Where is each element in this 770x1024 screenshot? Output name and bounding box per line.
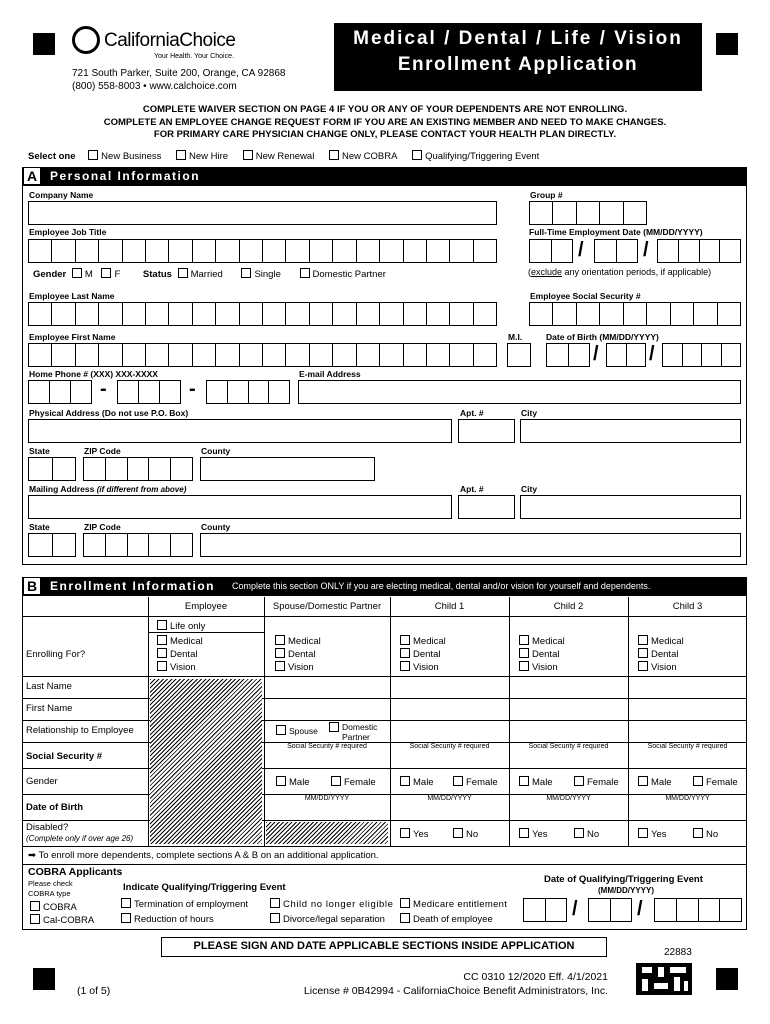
checkbox[interactable] [157,635,167,645]
registration-mark-bottom-left [33,968,55,990]
single-label: Single [254,269,281,280]
date-separator: / [643,239,649,261]
date-format-note: MM/DD/YYYY [304,795,350,802]
cobra-title: COBRA Applicants [28,866,123,878]
zip-label: ZIP Code [84,522,121,532]
state-label: State [29,522,50,532]
checkbox[interactable] [276,776,286,786]
option-new-renewal[interactable]: New Renewal [243,151,315,162]
single-checkbox[interactable] [241,268,251,278]
title-line-1: Medical / Dental / Life / Vision [353,28,683,49]
form-code: 22883 [664,947,692,958]
child3-medical[interactable]: Medical [638,635,684,647]
phone-separator: - [100,378,107,400]
spouse-vision[interactable]: Vision [275,661,314,673]
child1-dental[interactable]: Dental [400,648,440,660]
cobra-option-cobra[interactable]: COBRA [30,901,77,913]
company-name-label: Company Name [29,190,94,200]
qual-termination[interactable]: Termination of employment [121,898,248,910]
notices [20,104,750,142]
fulltime-year-field[interactable] [657,239,741,263]
checkbox[interactable] [412,150,422,160]
checkbox[interactable] [519,776,529,786]
select-one-label: Select one [28,151,76,162]
qual-reduction-hours[interactable]: Reduction of hours [121,913,214,925]
ssn-required-note: Social Security # required [647,743,728,750]
checkbox[interactable] [638,648,648,658]
qual-date-label: Date of Qualifying/Triggering Event [544,874,703,885]
ssn-required-note: Social Security # required [528,743,609,750]
registration-mark-top-right [716,33,738,55]
option-new-business[interactable]: New Business [88,151,161,162]
title-line-2: Enrollment Application [397,54,639,75]
date-separator: / [593,343,599,365]
child2-female[interactable]: Female [574,776,619,788]
checkbox[interactable] [329,722,339,732]
checkbox[interactable] [638,661,648,671]
child3-female[interactable]: Female [693,776,738,788]
section-b-letter: B [24,578,40,594]
checkbox[interactable] [157,661,167,671]
job-title-field[interactable] [28,239,497,263]
ssn-field[interactable] [529,302,741,326]
child3-vision[interactable]: Vision [638,661,677,673]
section-a-title: Personal Information [50,169,201,183]
qual-medicare[interactable]: Medicare entitlement [400,898,507,910]
fulltime-day-field[interactable] [594,239,638,263]
first-name-field[interactable] [28,343,497,367]
mailing-address-note: (if different from above) [96,485,187,494]
registration-mark-top-left [33,33,55,55]
county-label: County [201,522,231,532]
spouse-relationship-domestic[interactable]: Domestic Partner [329,722,382,742]
fulltime-date-label: Full-Time Employment Date (MM/DD/YYYY) [529,227,703,237]
employee-dental[interactable]: Dental [157,648,197,660]
logo-brand: CaliforniaChoice [104,30,236,51]
date-separator: / [578,239,584,261]
apt-field[interactable] [458,419,515,443]
notice-waiver: COMPLETE WAIVER SECTION ON PAGE 4 IF YOU OR ANY OF YOUR DEPENDENTS ARE NOT ENROLLING. [142,104,628,115]
child1-male[interactable]: Male [400,776,434,788]
gender-m-checkbox[interactable] [72,268,82,278]
logo-tagline: Your Health. Your Choice. [154,53,234,60]
checkbox[interactable] [176,150,186,160]
dob-label: Date of Birth (MM/DD/YYYY) [546,332,659,342]
row-disabled-note: (Complete only if over age 26) [26,834,134,843]
spouse-male[interactable]: Male [276,776,310,788]
notice-change: COMPLETE AN EMPLOYEE CHANGE REQUEST FORM IF YOU ARE AN EXISTING MEMBER AND NEED TO MAKE CHANGES. [103,116,667,128]
child2-male[interactable]: Male [519,776,553,788]
home-phone-label: Home Phone # (XXX) XXX-XXXX [29,369,158,379]
license-info: License # 0B42994 - CaliforniaChoice Benefit Administrators, Inc. [303,985,608,997]
checkbox[interactable] [453,828,463,838]
checkbox[interactable] [270,898,280,908]
col-spouse: Spouse/Domestic Partner [272,601,382,612]
company-contact: (800) 558-8003 • www.calchoice.com [72,81,237,92]
date-format-note: MM/DD/YYYY [427,795,472,802]
gender-label: Gender [33,269,67,280]
ssn-label: Employee Social Security # [530,291,641,301]
fulltime-month-field[interactable] [529,239,573,263]
group-field[interactable] [529,201,647,225]
logo-mark-icon [72,26,100,54]
checkbox[interactable] [693,776,703,786]
zip-field[interactable] [83,457,193,481]
title-banner [334,23,702,91]
mailing-apt-field[interactable] [458,495,515,519]
last-name-label: Employee Last Name [29,291,115,301]
fulltime-note: (exclude any orientation periods, if applicable) [528,267,712,277]
checkbox[interactable] [30,914,40,924]
checkbox[interactable] [243,150,253,160]
married-checkbox[interactable] [178,268,188,278]
checkbox[interactable] [400,661,410,671]
qualifying-event-title: Indicate Qualifying/Triggering Event [123,882,286,893]
checkbox[interactable] [88,150,98,160]
checkbox[interactable] [693,828,703,838]
first-name-label: Employee First Name [29,332,116,342]
row-dob: Date of Birth [26,802,83,813]
checkbox[interactable] [400,828,410,838]
section-b-header [22,577,747,596]
state-label: State [29,446,50,456]
col-child-1: Child 1 [434,601,465,612]
checkbox[interactable] [638,828,648,838]
section-b-title: Enrollment Information [50,579,215,593]
form-version: CC 0310 12/2020 Eff. 4/1/2021 [463,971,608,983]
gender-m-label: M [84,269,93,280]
checkbox[interactable] [519,635,529,645]
domestic-checkbox[interactable] [300,268,310,278]
checkbox[interactable] [275,648,285,658]
city-field[interactable] [520,419,741,443]
child2-medical[interactable]: Medical [519,635,565,647]
child1-medical[interactable]: Medical [400,635,446,647]
apt-label: Apt. # [460,484,484,494]
checkbox[interactable] [638,776,648,786]
spouse-hatched-area [266,822,388,844]
checkbox[interactable] [574,828,584,838]
checkbox[interactable] [638,635,648,645]
spouse-relationship-spouse[interactable]: Spouse [276,725,318,736]
employee-life-only[interactable]: Life only [157,620,205,632]
gender-f-checkbox[interactable] [101,268,111,278]
option-new-cobra[interactable]: New COBRA [329,151,397,162]
mailing-city-field[interactable] [520,495,741,519]
cobra-please-check: Please check [28,879,73,888]
checkbox[interactable] [400,913,410,923]
row-enrolling: Enrolling For? [26,649,86,660]
checkbox[interactable] [400,648,410,658]
col-employee: Employee [184,601,228,612]
row-first-name: First Name [26,703,73,714]
date-separator: / [572,898,578,920]
checkbox[interactable] [30,901,40,911]
checkbox[interactable] [121,898,131,908]
ssn-required-note: Social Security # required [409,743,490,750]
checkbox[interactable] [329,150,339,160]
mailing-state-field[interactable] [28,533,76,557]
child3-disabled-no[interactable]: No [693,828,718,840]
row-disabled: Disabled? [26,822,69,833]
option-new-hire[interactable]: New Hire [176,151,228,162]
child3-dental[interactable]: Dental [638,648,678,660]
barcode-icon [636,963,692,995]
dob-year-field[interactable] [662,343,741,367]
page-indicator: (1 of 5) [77,985,111,997]
child3-disabled-yes[interactable]: Yes [638,828,667,840]
notice-pcp: FOR PRIMARY CARE PHYSICIAN CHANGE ONLY, PLEASE CONTACT YOUR HEALTH PLAN DIRECTLY. [153,129,617,140]
option-qualifying-event[interactable]: Qualifying/Triggering Event [412,151,539,162]
section-a-letter: A [24,168,40,184]
row-gender: Gender [26,776,58,787]
spouse-female[interactable]: Female [331,776,376,788]
city-label: City [521,484,538,494]
checkbox[interactable] [331,776,341,786]
checkbox[interactable] [574,776,584,786]
child1-disabled-no[interactable]: No [453,828,478,840]
row-last-name: Last Name [26,681,72,692]
section-a-header [22,167,747,186]
checkbox[interactable] [400,898,410,908]
checkbox[interactable] [157,648,167,658]
checkbox[interactable] [275,635,285,645]
cobra-option-cal-cobra[interactable]: Cal-COBRA [30,914,94,926]
mailing-zip-field[interactable] [83,533,193,557]
city-label: City [521,408,538,418]
qual-day-field[interactable] [588,898,632,922]
qual-date-format: (MM/DD/YYYY) [598,886,654,895]
employee-vision[interactable]: Vision [157,661,196,673]
logo [72,26,272,66]
more-dependents-note: ➡ To enroll more dependents, complete sections A & B on an additional application. [28,850,379,861]
qual-year-field[interactable] [654,898,742,922]
job-title-label: Employee Job Title [29,227,107,237]
domestic-label: Domestic Partner [312,269,386,280]
spouse-medical[interactable]: Medical [275,635,321,647]
checkbox[interactable] [519,648,529,658]
dob-day-field[interactable] [606,343,646,367]
section-b-subtitle: Complete this section ONLY if you are electing medical, dental and/or vision for yourself and dependents. [232,581,651,591]
checkbox[interactable] [453,776,463,786]
checkbox[interactable] [276,725,286,735]
spouse-dental[interactable]: Dental [275,648,315,660]
last-name-field[interactable] [28,302,497,326]
mailing-county-field[interactable] [200,533,741,557]
col-child-2: Child 2 [553,601,584,612]
checkbox[interactable] [270,913,280,923]
row-ssn: Social Security # [26,751,103,762]
checkbox[interactable] [519,828,529,838]
qual-month-field[interactable] [523,898,567,922]
gender-row [33,268,386,280]
checkbox[interactable] [157,620,167,630]
county-label: County [201,446,231,456]
child1-vision[interactable]: Vision [400,661,439,673]
married-label: Married [190,269,223,280]
mi-label: M.I. [508,332,523,342]
physical-address-field[interactable] [28,419,452,443]
checkbox[interactable] [400,635,410,645]
mailing-address-label: Mailing Address (if different from above) [29,484,187,494]
zip-label: ZIP Code [84,446,121,456]
employee-hatched-area [150,679,262,844]
column-headers [148,598,747,616]
row-relationship: Relationship to Employee [26,725,134,736]
checkbox[interactable] [519,661,529,671]
child2-vision[interactable]: Vision [519,661,558,673]
county-field[interactable] [200,457,375,481]
child2-dental[interactable]: Dental [519,648,559,660]
email-label: E-mail Address [299,369,361,379]
company-name-field[interactable] [28,201,497,225]
phone-prefix-field[interactable] [117,380,181,404]
qual-divorce[interactable]: Divorce/legal separation [270,913,385,925]
registration-mark-bottom-right [716,968,738,990]
qual-child-ineligible[interactable]: Child no longer eligible [270,898,394,910]
select-one-row [28,150,539,162]
status-label: Status [142,269,172,280]
checkbox[interactable] [400,776,410,786]
sign-notice: PLEASE SIGN AND DATE APPLICABLE SECTIONS INSIDE APPLICATION [161,937,607,957]
cobra-type-label: COBRA type [28,889,71,898]
date-separator: / [637,898,643,920]
ssn-required-note: Social Security # required [287,743,367,750]
apt-label: Apt. # [460,408,484,418]
child1-female[interactable]: Female [453,776,498,788]
state-field[interactable] [28,457,76,481]
mailing-address-field[interactable] [28,495,452,519]
child1-disabled-yes[interactable]: Yes [400,828,429,840]
physical-address-label: Physical Address (Do not use P.O. Box) [29,408,189,418]
date-separator: / [649,343,655,365]
phone-separator: - [189,378,196,400]
company-address: 721 South Parker, Suite 200, Orange, CA 92868 [72,68,286,79]
checkbox[interactable] [121,913,131,923]
employee-medical[interactable]: Medical [157,635,203,647]
gender-f-label: F [114,269,121,280]
phone-area-field[interactable] [28,380,92,404]
date-format-note: MM/DD/YYYY [665,795,710,802]
qual-death[interactable]: Death of employee [400,913,493,925]
group-label: Group # [530,190,563,200]
phone-line-field[interactable] [206,380,290,404]
date-format-note: MM/DD/YYYY [546,795,591,802]
email-field[interactable] [298,380,741,404]
col-child-3: Child 3 [672,601,703,612]
child3-male[interactable]: Male [638,776,672,788]
dob-month-field[interactable] [546,343,590,367]
child2-disabled-yes[interactable]: Yes [519,828,548,840]
checkbox[interactable] [275,661,285,671]
arrow-right-icon: ➡ [28,850,36,861]
child2-disabled-no[interactable]: No [574,828,599,840]
mi-field[interactable] [507,343,531,367]
